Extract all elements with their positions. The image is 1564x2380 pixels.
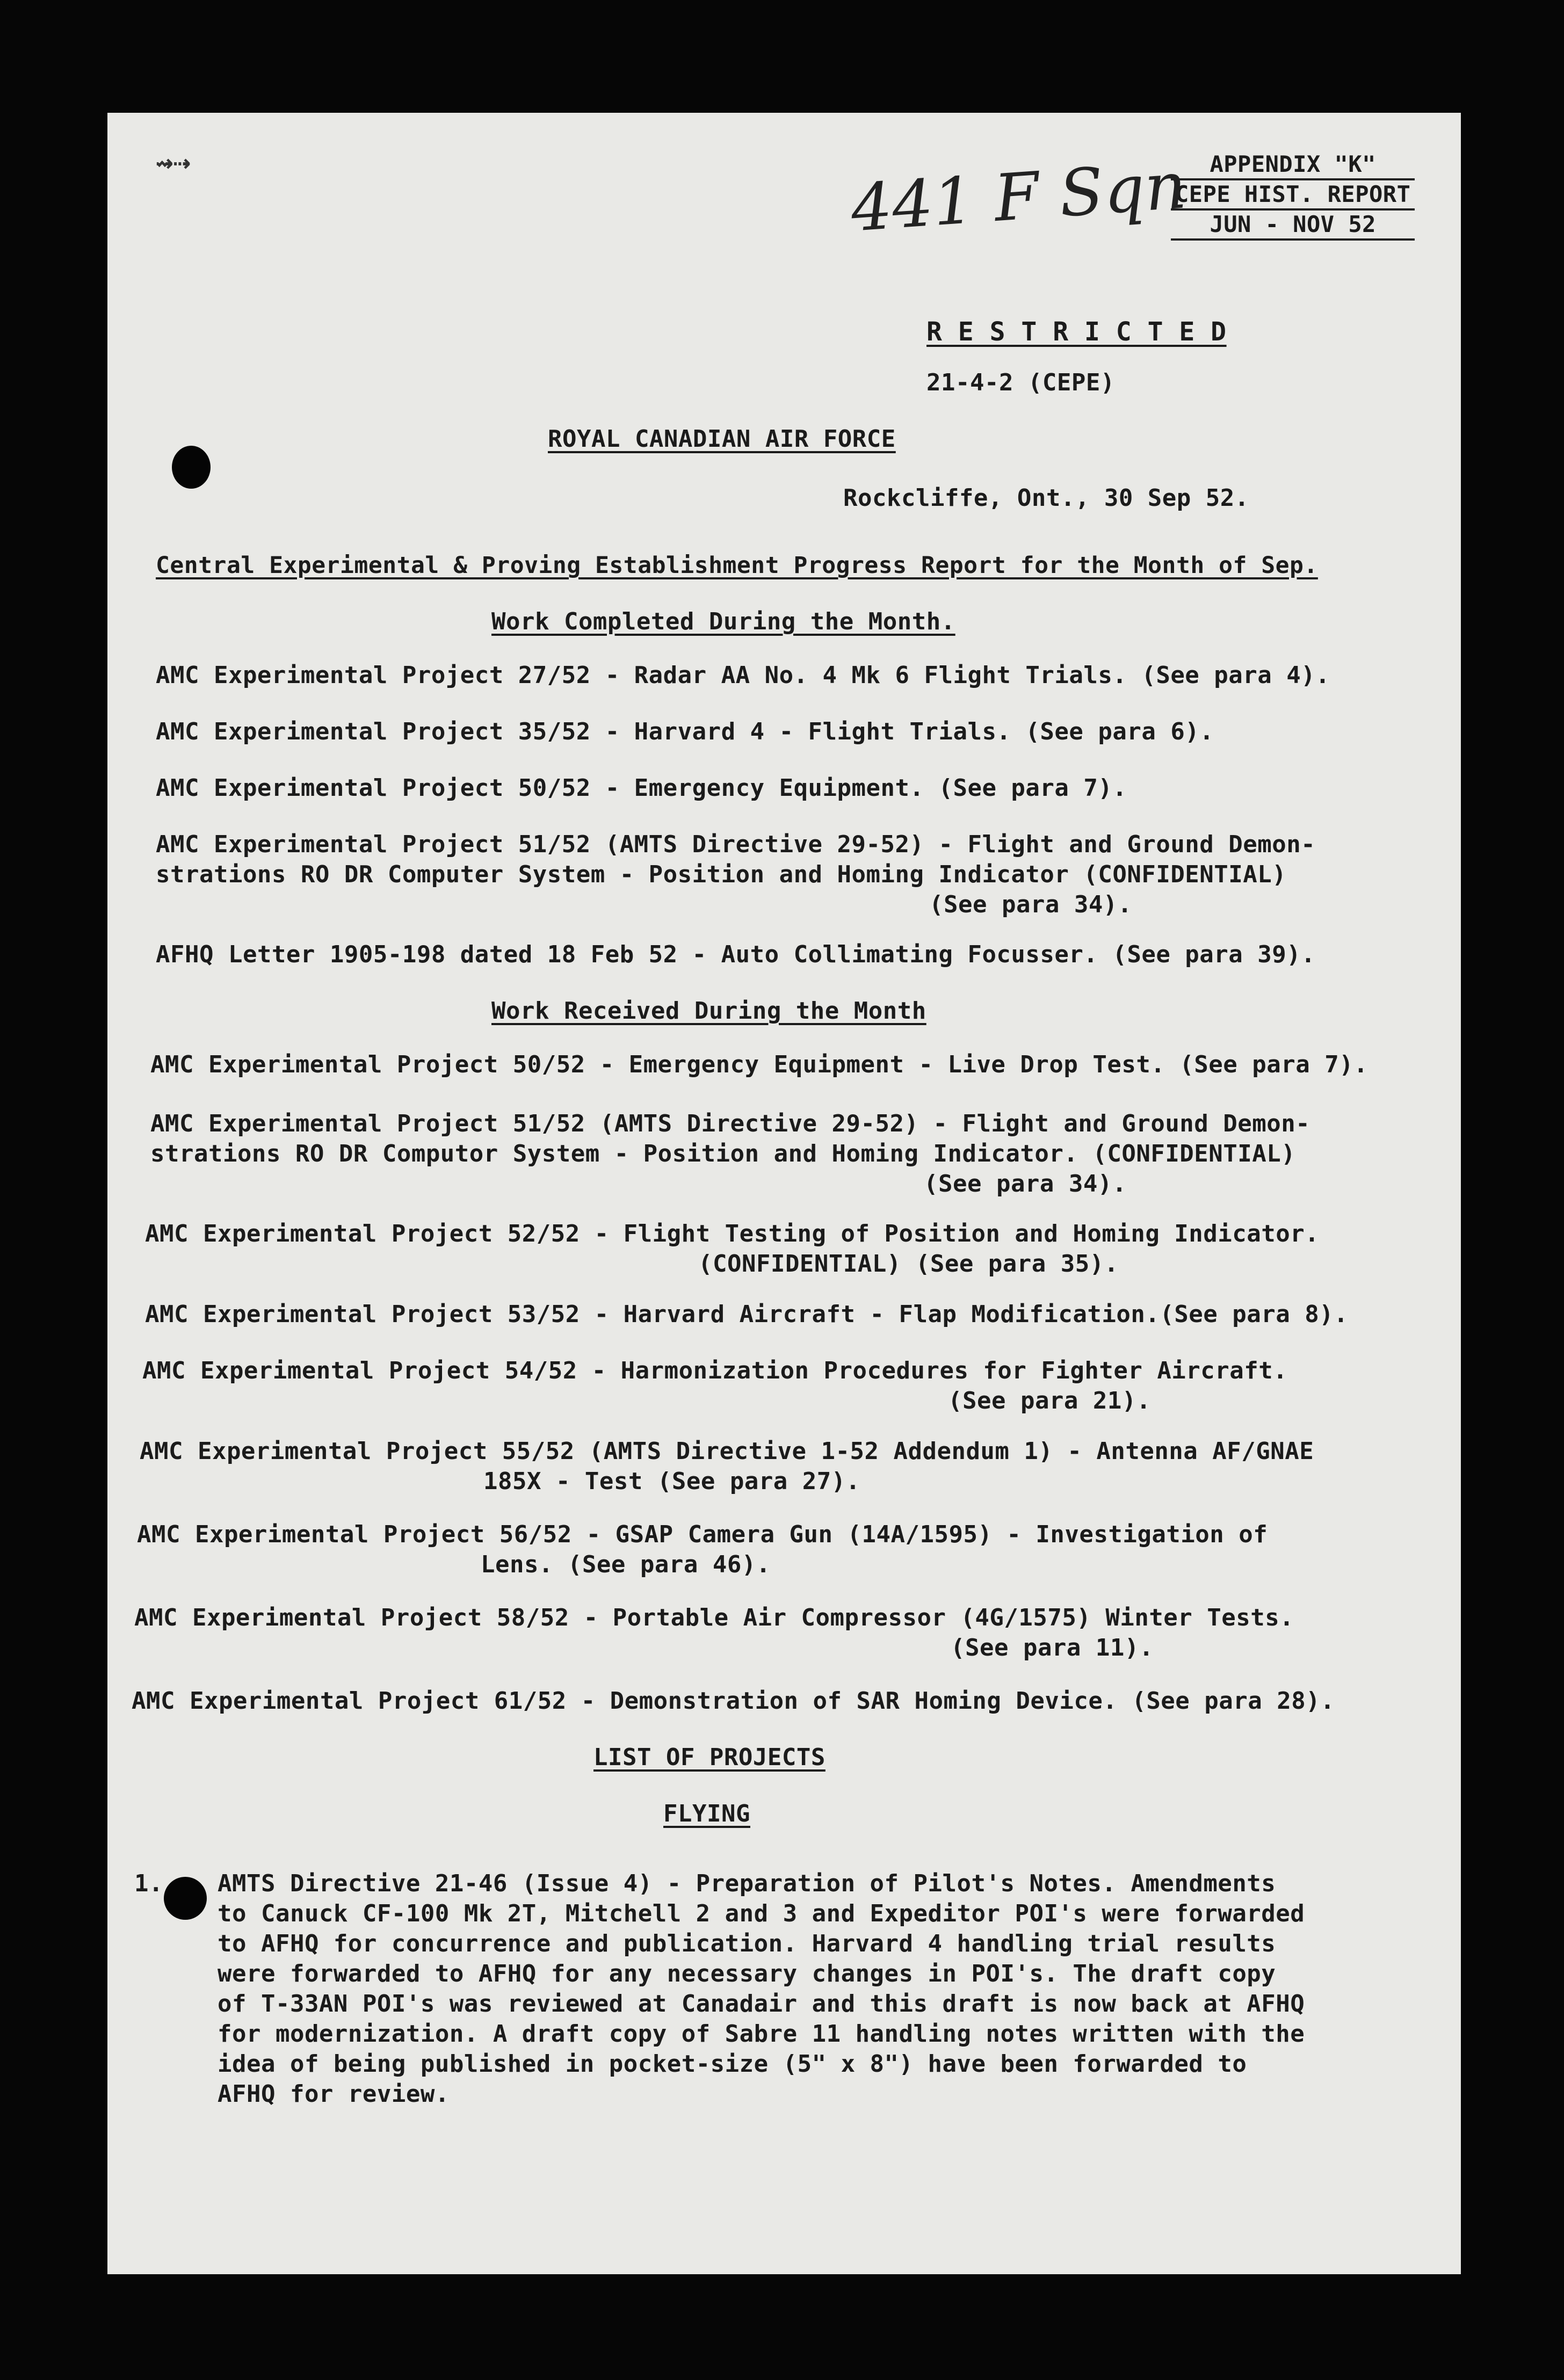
list-item: AMC Experimental Project 53/52 - Harvard Aircraft - Flap Modification.(See para 8). [145,1301,1349,1328]
handwritten-note: 441 F Sqn [849,148,1189,246]
organization-name: ROYAL CANADIAN AIR FORCE [548,425,896,453]
list-item: AMC Experimental Project 51/52 (AMTS Directive 29-52) - Flight and Ground Demon- strations RO DR Computer System - Position and Homing Indicator (CONFIDENTIAL) (See para 34). [156,831,1316,918]
punch-hole [172,446,211,489]
document-page [107,113,1461,2274]
paragraph-number: 1. [134,1870,163,1897]
classification-label: R E S T R I C T E D [926,317,1227,347]
paragraph-flying-1: AMTS Directive 21-46 (Issue 4) - Preparation of Pilot's Notes. Amendments to Canuck CF-100 Mk 2T, Mitchell 2 and 3 and Expeditor POI's were forwarded to AFHQ for concurrence and publication. Harvard 4 handling trial results were forwarded to AFHQ for any necessary changes in POI's. The draft copy of T-33AN POI's was reviewed at Canadair and this draft is now back at AFHQ for modernization. A draft copy of Sabre 11 handling notes written with the idea of being published in pocket-size (5" x 8") have been forwarded to AFHQ for review. [218,1870,1305,2108]
list-item: AMC Experimental Project 51/52 (AMTS Directive 29-52) - Flight and Ground Demon- strations RO DR Computor System - Position and Homing Indicator. (CONFIDENTIAL) (See para 34). [150,1110,1310,1198]
list-item: AMC Experimental Project 61/52 - Demonstration of SAR Homing Device. (See para 28). [132,1687,1335,1715]
main-title: Central Experimental & Proving Establishment Progress Report for the Month of Sep. [156,552,1318,579]
list-item: AMC Experimental Project 35/52 - Harvard 4 - Flight Trials. (See para 6). [156,718,1214,745]
list-item: AMC Experimental Project 54/52 - Harmonization Procedures for Fighter Aircraft. (See para 21). [142,1357,1288,1414]
heading-work-completed: Work Completed During the Month. [491,608,955,635]
list-item: AMC Experimental Project 55/52 (AMTS Directive 1-52 Addendum 1) - Antenna AF/GNAE 185X - Test (See para 27). [140,1438,1314,1495]
appendix-report: CEPE HIST. REPORT [1171,180,1415,211]
list-item: AMC Experimental Project 52/52 - Flight Testing of Position and Homing Indicator. (CONFIDENTIAL) (See para 35). [145,1220,1320,1278]
appendix-block [1171,150,1415,241]
heading-flying: FLYING [663,1800,750,1827]
appendix-label: APPENDIX "K" [1171,150,1415,180]
file-reference: 21-4-2 (CEPE) [926,369,1115,396]
list-item: AMC Experimental Project 50/52 - Emergency Equipment. (See para 7). [156,774,1127,802]
list-item: AMC Experimental Project 27/52 - Radar AA No. 4 Mk 6 Flight Trials. (See para 4). [156,662,1330,689]
list-item: AMC Experimental Project 50/52 - Emergency Equipment - Live Drop Test. (See para 7). [150,1051,1368,1078]
heading-list-of-projects: LIST OF PROJECTS [593,1744,826,1771]
list-item: AMC Experimental Project 58/52 - Portable Air Compressor (4G/1575) Winter Tests. (See para 11). [134,1604,1294,1661]
place-date: Rockcliffe, Ont., 30 Sep 52. [843,484,1249,512]
list-item: AMC Experimental Project 56/52 - GSAP Camera Gun (14A/1595) - Investigation of Lens. (See para 46). [137,1521,1268,1578]
appendix-period: JUN - NOV 52 [1171,211,1415,241]
corner-scratch-mark: ⇝⇢ [156,145,191,179]
heading-work-received: Work Received During the Month [491,997,926,1025]
punch-hole [164,1877,207,1920]
list-item: AFHQ Letter 1905-198 dated 18 Feb 52 - Auto Collimating Focusser. (See para 39). [156,941,1316,968]
